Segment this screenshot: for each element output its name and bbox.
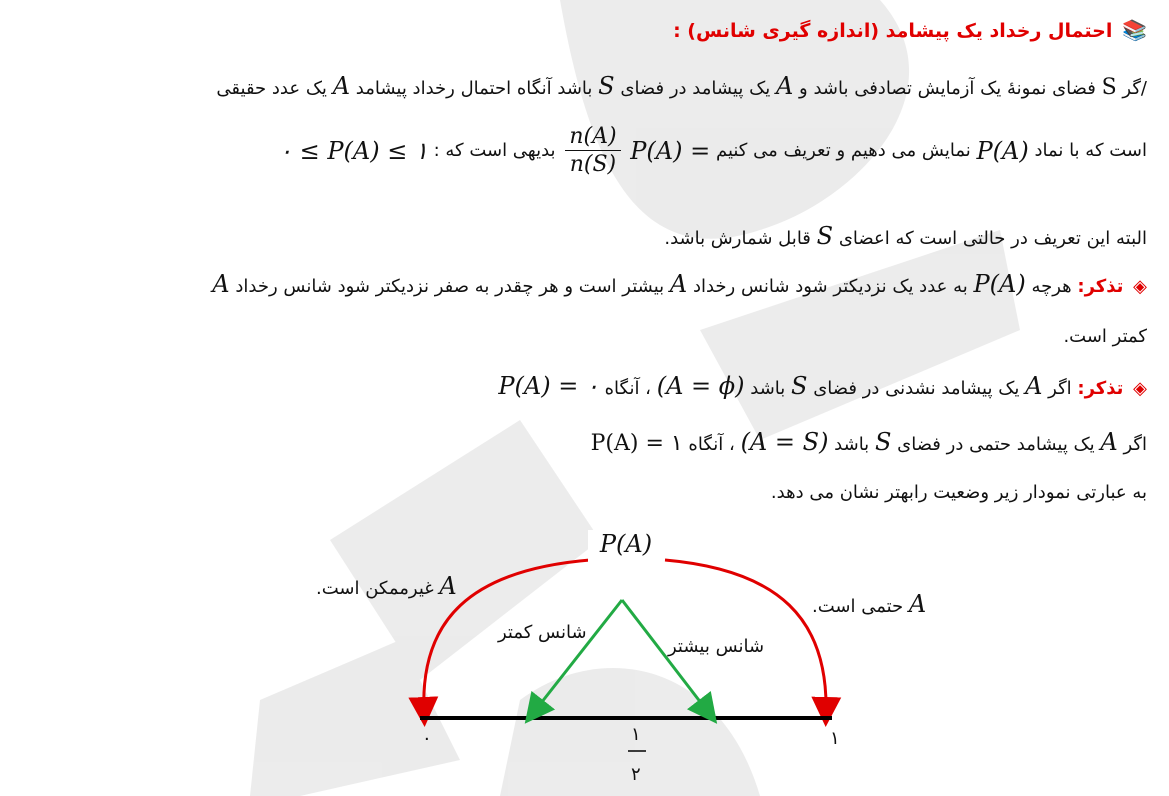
impossible-label: A غیرممکن است. (316, 572, 457, 600)
diagram-top-label: P(A) (599, 530, 653, 558)
paragraph-line-2: است که با نماد P(A) نمایش می دهیم و تعریف می کنیم P(A) = $\frac{n(A)}{n(S)}$ بدیهی است که : ۰ ≤ P(A) ≤ ۱ (279, 124, 1147, 177)
probability-fraction: $\frac{n(A)}{n(S)}$ (565, 124, 620, 177)
tick-half-numerator: ۱ (631, 724, 641, 745)
diamond-icon: ◈ (1133, 276, 1147, 297)
book-icon: 📚 (1122, 18, 1147, 42)
note-3: اگر A یک پیشامد حتمی در فضای S باشد (A = S) ، آنگاه P(A) = ۱ (590, 428, 1147, 456)
tick-zero: ۰ (422, 728, 432, 749)
diamond-icon: ◈ (1133, 378, 1147, 399)
certain-label: A حتمی است. (812, 590, 927, 618)
paragraph-line-3: البته این تعریف در حالتی است که اعضای S قابل شمارش باشد. (664, 222, 1147, 250)
paragraph-line-1: /گر S فضای نمونهٔ یک آزمایش تصادفی باشد و A یک پیشامد در فضای S باشد آنگاه احتمال رخداد پیشامد A یک عدد حقیقی (216, 72, 1147, 100)
tick-half-denominator: ۲ (631, 764, 641, 785)
diagram-intro: به عبارتی نمودار زیر وضعیت رابهتر نشان می دهد. (770, 482, 1147, 503)
note-1: ◈ تذکر: هرچه P(A) به عدد یک نزدیکتر شود شانس رخداد A بیشتر است و هر چقدر به صفر نزدیکتر شود شانس رخداد A (212, 270, 1147, 298)
note-2: ◈ تذکر: اگر A یک پیشامد نشدنی در فضای S باشد (A = ϕ) ، آنگاه P(A) = ۰ (498, 372, 1147, 400)
title-text: احتمال رخداد یک پیشامد (اندازه گیری شانس) : (673, 20, 1113, 42)
more-chance-label: شانس بیشتر (668, 636, 765, 657)
diagram-top-label-box (588, 530, 664, 572)
note-1-continued: کمتر است. (1063, 326, 1147, 347)
tick-one: ۱ (830, 728, 840, 749)
less-chance-label: شانس کمتر (498, 622, 587, 643)
less-chance-arrow (534, 600, 622, 712)
